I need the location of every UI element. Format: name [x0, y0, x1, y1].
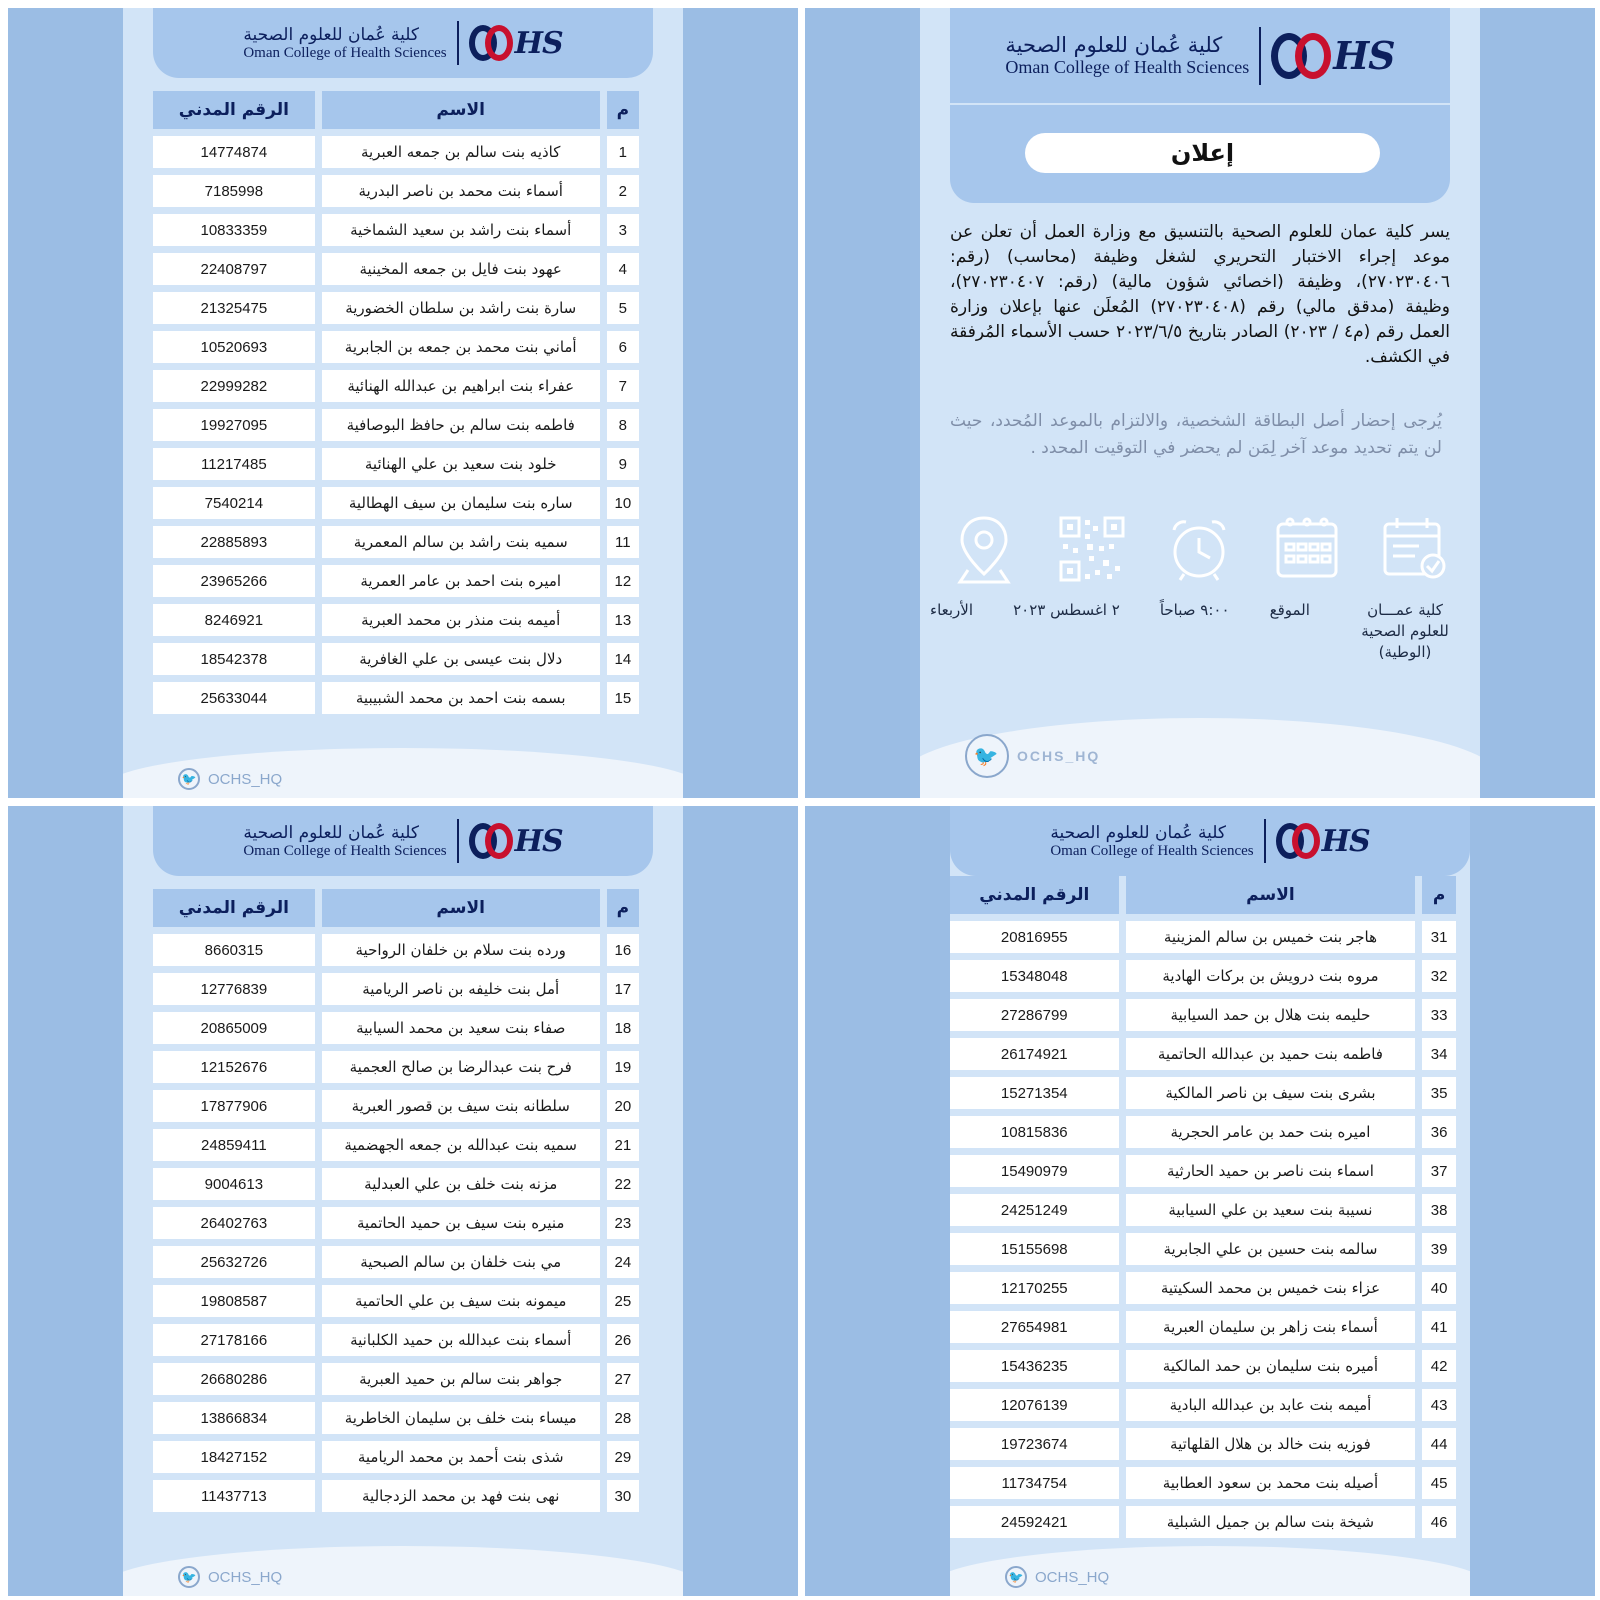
twitter-icon: 🐦	[178, 768, 200, 790]
row-name: سميه بنت عبدالله بن جمعه الجهضمية	[322, 1129, 600, 1161]
table-row	[153, 175, 639, 207]
row-name: عهود بنت فايل بن جمعه المخينية	[322, 253, 600, 285]
table-row	[950, 921, 1456, 953]
row-index: 6	[607, 331, 639, 363]
row-civil-id: 11217485	[153, 448, 315, 480]
row-name: مزنه بنت خلف بن علي العبدلية	[322, 1168, 600, 1200]
table-row	[153, 973, 639, 1005]
row-index: 5	[607, 292, 639, 324]
row-index: 38	[1422, 1194, 1456, 1226]
row-civil-id: 13866834	[153, 1402, 315, 1434]
row-civil-id: 8246921	[153, 604, 315, 636]
row-index: 19	[607, 1051, 639, 1083]
row-index: 41	[1422, 1311, 1456, 1343]
row-civil-id: 15155698	[950, 1233, 1119, 1265]
names-table	[950, 869, 1463, 1545]
row-civil-id: 11734754	[950, 1467, 1119, 1499]
table-row	[153, 448, 639, 480]
row-name: أسماء بنت زاهر بن سليمان العبرية	[1126, 1311, 1416, 1343]
table-row	[950, 1467, 1456, 1499]
table-row	[153, 409, 639, 441]
row-name: هاجر بنت خميس بن سالم المزينية	[1126, 921, 1416, 953]
table-row	[153, 1090, 639, 1122]
table-row	[153, 1324, 639, 1356]
row-index: 37	[1422, 1155, 1456, 1187]
row-name: اسماء بنت ناصر بن حميد الحارثية	[1126, 1155, 1416, 1187]
row-index: 14	[607, 643, 639, 675]
table-row	[153, 1129, 639, 1161]
row-civil-id: 21325475	[153, 292, 315, 324]
event-details	[930, 600, 1460, 663]
row-civil-id: 19927095	[153, 409, 315, 441]
row-index: 32	[1422, 960, 1456, 992]
row-name: حليمه بنت هلال بن حمد السيابية	[1126, 999, 1416, 1031]
logo-arabic-text: كلية عُمان للعلوم الصحية	[1050, 822, 1226, 843]
row-civil-id: 10815836	[950, 1116, 1119, 1148]
twitter-icon: 🐦	[178, 1566, 200, 1588]
list-card	[950, 806, 1470, 1596]
row-name: نهى بنت فهد بن محمد الزدجالية	[322, 1480, 600, 1512]
row-name: أميمه بنت عابد بن عبدالله البادية	[1126, 1389, 1416, 1421]
logo-arabic-text: كلية عُمان للعلوم الصحية	[243, 822, 419, 843]
header-name: الاسم	[322, 889, 600, 927]
footer-twitter[interactable]	[965, 734, 1100, 778]
table-row	[950, 1389, 1456, 1421]
row-index: 23	[607, 1207, 639, 1239]
college-logo	[950, 806, 1470, 876]
row-index: 30	[607, 1480, 639, 1512]
row-index: 39	[1422, 1233, 1456, 1265]
names-table	[146, 84, 646, 721]
row-index: 18	[607, 1012, 639, 1044]
row-name: سميه بنت راشد بن سالم المعمرية	[322, 526, 600, 558]
row-index: 8	[607, 409, 639, 441]
row-index: 12	[607, 565, 639, 597]
row-civil-id: 18542378	[153, 643, 315, 675]
row-civil-id: 12170255	[950, 1272, 1119, 1304]
row-name: أميمه بنت منذر بن محمد العبرية	[322, 604, 600, 636]
row-name: اميره بنت حمد بن عامر الحجرية	[1126, 1116, 1416, 1148]
row-civil-id: 26680286	[153, 1363, 315, 1395]
table-row	[153, 1285, 639, 1317]
row-index: 45	[1422, 1467, 1456, 1499]
row-index: 11	[607, 526, 639, 558]
row-name: دلال بنت عيسى بن علي الغافرية	[322, 643, 600, 675]
calendar-icon	[1271, 513, 1343, 585]
row-civil-id: 15271354	[950, 1077, 1119, 1109]
table-row	[153, 1207, 639, 1239]
row-name: فاطمه بنت حميد بن عبدالله الحاتمية	[1126, 1038, 1416, 1070]
row-index: 43	[1422, 1389, 1456, 1421]
row-index: 20	[607, 1090, 639, 1122]
ochs-logo-icon: HS	[1276, 823, 1370, 859]
row-index: 16	[607, 934, 639, 966]
row-index: 44	[1422, 1428, 1456, 1460]
row-index: 21	[607, 1129, 639, 1161]
row-index: 17	[607, 973, 639, 1005]
row-civil-id: 18427152	[153, 1441, 315, 1473]
table-row	[950, 1311, 1456, 1343]
logo-divider	[457, 21, 459, 65]
row-name: أصيله بنت محمد بن سعود العطابية	[1126, 1467, 1416, 1499]
table-row	[153, 214, 639, 246]
row-civil-id: 20816955	[950, 921, 1119, 953]
row-civil-id: 24859411	[153, 1129, 315, 1161]
row-civil-id: 22885893	[153, 526, 315, 558]
announcement-body: يسر كلية عمان للعلوم الصحية بالتنسيق مع وزارة العمل أن تعلن عن موعد إجراء الاختبار التحريري لشغل وظيفة (محاسب) (رقم: ٢٧٠٢٣٠٤٠٦)، وظيفة (اخصائي شؤون مالية) (رقم: ٢٧٠٢٣٠٤٠٧)، وظيفة (مدقق مالي) رقم (٢٧٠٢٣٠٤٠٨) المُعلَن عنها بإعلان وزارة العمل رقم (م٤ / ٢٠٢٣) الصادر بتاريخ ٢٠٢٣/٦/٥ حسب الأسماء المُرفقة في الكشف.	[950, 222, 1451, 367]
table-row	[153, 526, 639, 558]
row-name: ساره بنت سليمان بن سيف الهطالية	[322, 487, 600, 519]
row-name: نسيبة بنت سعيد بن علي السيابية	[1126, 1194, 1416, 1226]
table-row	[153, 1363, 639, 1395]
row-name: ميمونه بنت سيف بن علي الحاتمية	[322, 1285, 600, 1317]
table-row	[153, 1051, 639, 1083]
row-civil-id: 15348048	[950, 960, 1119, 992]
names-table	[146, 882, 646, 1519]
row-civil-id: 7185998	[153, 175, 315, 207]
row-index: 3	[607, 214, 639, 246]
row-name: منيره بنت سيف بن حميد الحاتمية	[322, 1207, 600, 1239]
header-index: م	[1422, 876, 1456, 914]
row-index: 24	[607, 1246, 639, 1278]
row-name: بسمه بنت احمد بن محمد الشبيبية	[322, 682, 600, 714]
qr-code-icon	[1056, 513, 1128, 585]
row-name: أمل بنت خليفه بن ناصر الريامية	[322, 973, 600, 1005]
row-index: 33	[1422, 999, 1456, 1031]
logo-arabic-text: كلية عُمان للعلوم الصحية	[1005, 33, 1223, 57]
logo-divider	[1259, 27, 1261, 85]
event-day: الأربعاء	[930, 601, 974, 619]
college-logo	[153, 806, 653, 876]
row-civil-id: 25632726	[153, 1246, 315, 1278]
row-name: فوزيه بنت خالد بن هلال القلهاتية	[1126, 1428, 1416, 1460]
event-location: كلية عمـــان للعلوم الصحية (الوطية)	[1361, 601, 1449, 661]
header-index: م	[607, 91, 639, 129]
row-index: 10	[607, 487, 639, 519]
row-index: 25	[607, 1285, 639, 1317]
logo-english-text: Oman College of Health Sciences	[1050, 842, 1254, 859]
row-name: أميره بنت سليمان بن حمد المالكية	[1126, 1350, 1416, 1382]
row-civil-id: 27178166	[153, 1324, 315, 1356]
footer-twitter[interactable]	[178, 768, 282, 790]
list-panel-3	[805, 806, 1595, 1596]
row-civil-id: 14774874	[153, 136, 315, 168]
row-name: اميره بنت احمد بن عامر العمرية	[322, 565, 600, 597]
row-civil-id: 9004613	[153, 1168, 315, 1200]
twitter-icon: 🐦	[965, 734, 1009, 778]
row-index: 1	[607, 136, 639, 168]
row-civil-id: 24251249	[950, 1194, 1119, 1226]
row-civil-id: 12076139	[950, 1389, 1119, 1421]
row-index: 34	[1422, 1038, 1456, 1070]
row-civil-id: 15436235	[950, 1350, 1119, 1382]
table-row	[153, 370, 639, 402]
announcement-note: يُرجى إحضار أصل البطاقة الشخصية، والالتزام بالموعد المُحدد، حيث لن يتم تحديد موعد آخر لِمَن لم يحضر في التوقيت المحدد .	[950, 411, 1442, 458]
header-civil-id: الرقم المدني	[153, 889, 315, 927]
row-name: أسماء بنت عبدالله بن حميد الكلبانية	[322, 1324, 600, 1356]
announcement-panel	[805, 8, 1595, 798]
logo-english-text: Oman College of Health Sciences	[243, 842, 447, 859]
row-name: ميساء بنت خلف بن سليمان الخاطرية	[322, 1402, 600, 1434]
row-name: أسماء بنت محمد بن ناصر البدرية	[322, 175, 600, 207]
row-name: خلود بنت سعيد بن علي الهنائية	[322, 448, 600, 480]
row-name: بشرى بنت سيف بن ناصر المالكية	[1126, 1077, 1416, 1109]
table-row	[153, 331, 639, 363]
row-civil-id: 20865009	[153, 1012, 315, 1044]
row-civil-id: 27654981	[950, 1311, 1119, 1343]
logo-arabic-text: كلية عُمان للعلوم الصحية	[243, 24, 419, 45]
row-civil-id: 15490979	[950, 1155, 1119, 1187]
table-row	[950, 1272, 1456, 1304]
row-index: 7	[607, 370, 639, 402]
row-index: 46	[1422, 1506, 1456, 1538]
row-civil-id: 19723674	[950, 1428, 1119, 1460]
row-name: فاطمه بنت سالم بن حافظ البوصافية	[322, 409, 600, 441]
row-name: جواهر بنت سالم بن حميد العبرية	[322, 1363, 600, 1395]
row-civil-id: 27286799	[950, 999, 1119, 1031]
row-name: سارة بنت راشد بن سلطان الخضورية	[322, 292, 600, 324]
table-row	[950, 1428, 1456, 1460]
calendar-check-icon	[1378, 513, 1450, 585]
row-index: 4	[607, 253, 639, 285]
table-row	[153, 1246, 639, 1278]
row-index: 27	[607, 1363, 639, 1395]
table-row	[950, 1233, 1456, 1265]
table-row	[153, 1441, 639, 1473]
table-row	[153, 565, 639, 597]
row-name: عفراء بنت ابراهيم بن عبدالله الهنائية	[322, 370, 600, 402]
ochs-logo-icon: HS	[469, 25, 563, 61]
list-card	[123, 8, 683, 798]
row-civil-id: 12776839	[153, 973, 315, 1005]
row-index: 15	[607, 682, 639, 714]
twitter-handle: OCHS_HQ	[1017, 748, 1101, 764]
table-row	[153, 934, 639, 966]
list-panel-2	[8, 806, 798, 1596]
location-pin-icon	[948, 513, 1020, 585]
row-index: 40	[1422, 1272, 1456, 1304]
row-index: 31	[1422, 921, 1456, 953]
row-civil-id: 24592421	[950, 1506, 1119, 1538]
table-row	[950, 1350, 1456, 1382]
event-location-label: الموقع	[1269, 601, 1310, 619]
header-civil-id: الرقم المدني	[950, 876, 1119, 914]
ochs-logo-icon: HS	[469, 823, 563, 859]
row-name: كاذيه بنت سالم بن جمعه العبرية	[322, 136, 600, 168]
row-name: صفاء بنت سعيد بن محمد السيابية	[322, 1012, 600, 1044]
row-name: سالمه بنت حسين بن علي الجابرية	[1126, 1233, 1416, 1265]
twitter-handle: OCHS_HQ	[208, 770, 283, 788]
row-civil-id: 25633044	[153, 682, 315, 714]
table-row	[153, 643, 639, 675]
event-time: ٩:٠٠ صباحاً	[1159, 601, 1230, 619]
announcement-header	[950, 8, 1450, 203]
table-row	[950, 1116, 1456, 1148]
table-row	[950, 1155, 1456, 1187]
announcement-card	[920, 8, 1480, 798]
table-row	[153, 136, 639, 168]
table-row	[153, 1012, 639, 1044]
alarm-clock-icon	[1163, 513, 1235, 585]
header-civil-id: الرقم المدني	[153, 91, 315, 129]
row-civil-id: 12152676	[153, 1051, 315, 1083]
event-date: ٢ اغسطس ٢٠٢٣	[1013, 601, 1120, 619]
row-name: شذى بنت أحمد بن محمد الريامية	[322, 1441, 600, 1473]
table-row	[153, 1480, 639, 1512]
footer-twitter[interactable]	[178, 1566, 282, 1588]
row-civil-id: 10833359	[153, 214, 315, 246]
table-row	[153, 253, 639, 285]
header-index: م	[607, 889, 639, 927]
table-row	[153, 292, 639, 324]
row-civil-id: 23965266	[153, 565, 315, 597]
row-civil-id: 7540214	[153, 487, 315, 519]
row-index: 9	[607, 448, 639, 480]
row-index: 36	[1422, 1116, 1456, 1148]
logo-divider	[1264, 819, 1266, 863]
announcement-title: إعلان	[1025, 133, 1380, 173]
row-civil-id: 22408797	[153, 253, 315, 285]
row-index: 22	[607, 1168, 639, 1200]
table-row	[153, 1402, 639, 1434]
table-row	[950, 1038, 1456, 1070]
row-index: 2	[607, 175, 639, 207]
logo-english-text: Oman College of Health Sciences	[243, 44, 447, 61]
row-index: 29	[607, 1441, 639, 1473]
row-name: شيخة بنت سالم بن جميل الشبلية	[1126, 1506, 1416, 1538]
row-index: 42	[1422, 1350, 1456, 1382]
table-row	[950, 999, 1456, 1031]
college-logo	[950, 8, 1450, 105]
header-name: الاسم	[322, 91, 600, 129]
row-civil-id: 17877906	[153, 1090, 315, 1122]
twitter-icon: 🐦	[1005, 1566, 1027, 1588]
table-row	[153, 1168, 639, 1200]
event-icons	[948, 513, 1450, 585]
list-card	[123, 806, 683, 1596]
table-row	[950, 1194, 1456, 1226]
row-name: أسماء بنت راشد بن سعيد الشماخية	[322, 214, 600, 246]
table-row	[950, 1077, 1456, 1109]
college-logo	[153, 8, 653, 78]
row-name: سلطانه بنت سيف بن قصور العبرية	[322, 1090, 600, 1122]
row-civil-id: 8660315	[153, 934, 315, 966]
header-name: الاسم	[1126, 876, 1416, 914]
row-index: 13	[607, 604, 639, 636]
list-panel-1	[8, 8, 798, 798]
table-row	[950, 960, 1456, 992]
row-name: أماني بنت محمد بن جمعه بن الجابرية	[322, 331, 600, 363]
footer-twitter[interactable]	[1005, 1566, 1109, 1588]
row-index: 28	[607, 1402, 639, 1434]
table-row	[153, 487, 639, 519]
twitter-handle: OCHS_HQ	[1035, 1568, 1110, 1586]
row-civil-id: 19808587	[153, 1285, 315, 1317]
row-civil-id: 11437713	[153, 1480, 315, 1512]
row-index: 35	[1422, 1077, 1456, 1109]
table-row	[153, 682, 639, 714]
row-civil-id: 26402763	[153, 1207, 315, 1239]
row-civil-id: 26174921	[950, 1038, 1119, 1070]
logo-english-text: Oman College of Health Sciences	[1005, 57, 1250, 77]
table-row	[950, 1506, 1456, 1538]
row-civil-id: 10520693	[153, 331, 315, 363]
row-name: ورده بنت سلام بن خلفان الرواحية	[322, 934, 600, 966]
row-name: مروه بنت درويش بن بركات الهادية	[1126, 960, 1416, 992]
ochs-logo-icon: HS	[1271, 33, 1394, 79]
row-name: مي بنت خلفان بن سالم الصبحية	[322, 1246, 600, 1278]
logo-divider	[457, 819, 459, 863]
row-name: فرح بنت عبدالرضا بن صالح العجمية	[322, 1051, 600, 1083]
row-index: 26	[607, 1324, 639, 1356]
row-civil-id: 22999282	[153, 370, 315, 402]
twitter-handle: OCHS_HQ	[208, 1568, 283, 1586]
row-name: عزاء بنت خميس بن محمد السكيتية	[1126, 1272, 1416, 1304]
table-row	[153, 604, 639, 636]
